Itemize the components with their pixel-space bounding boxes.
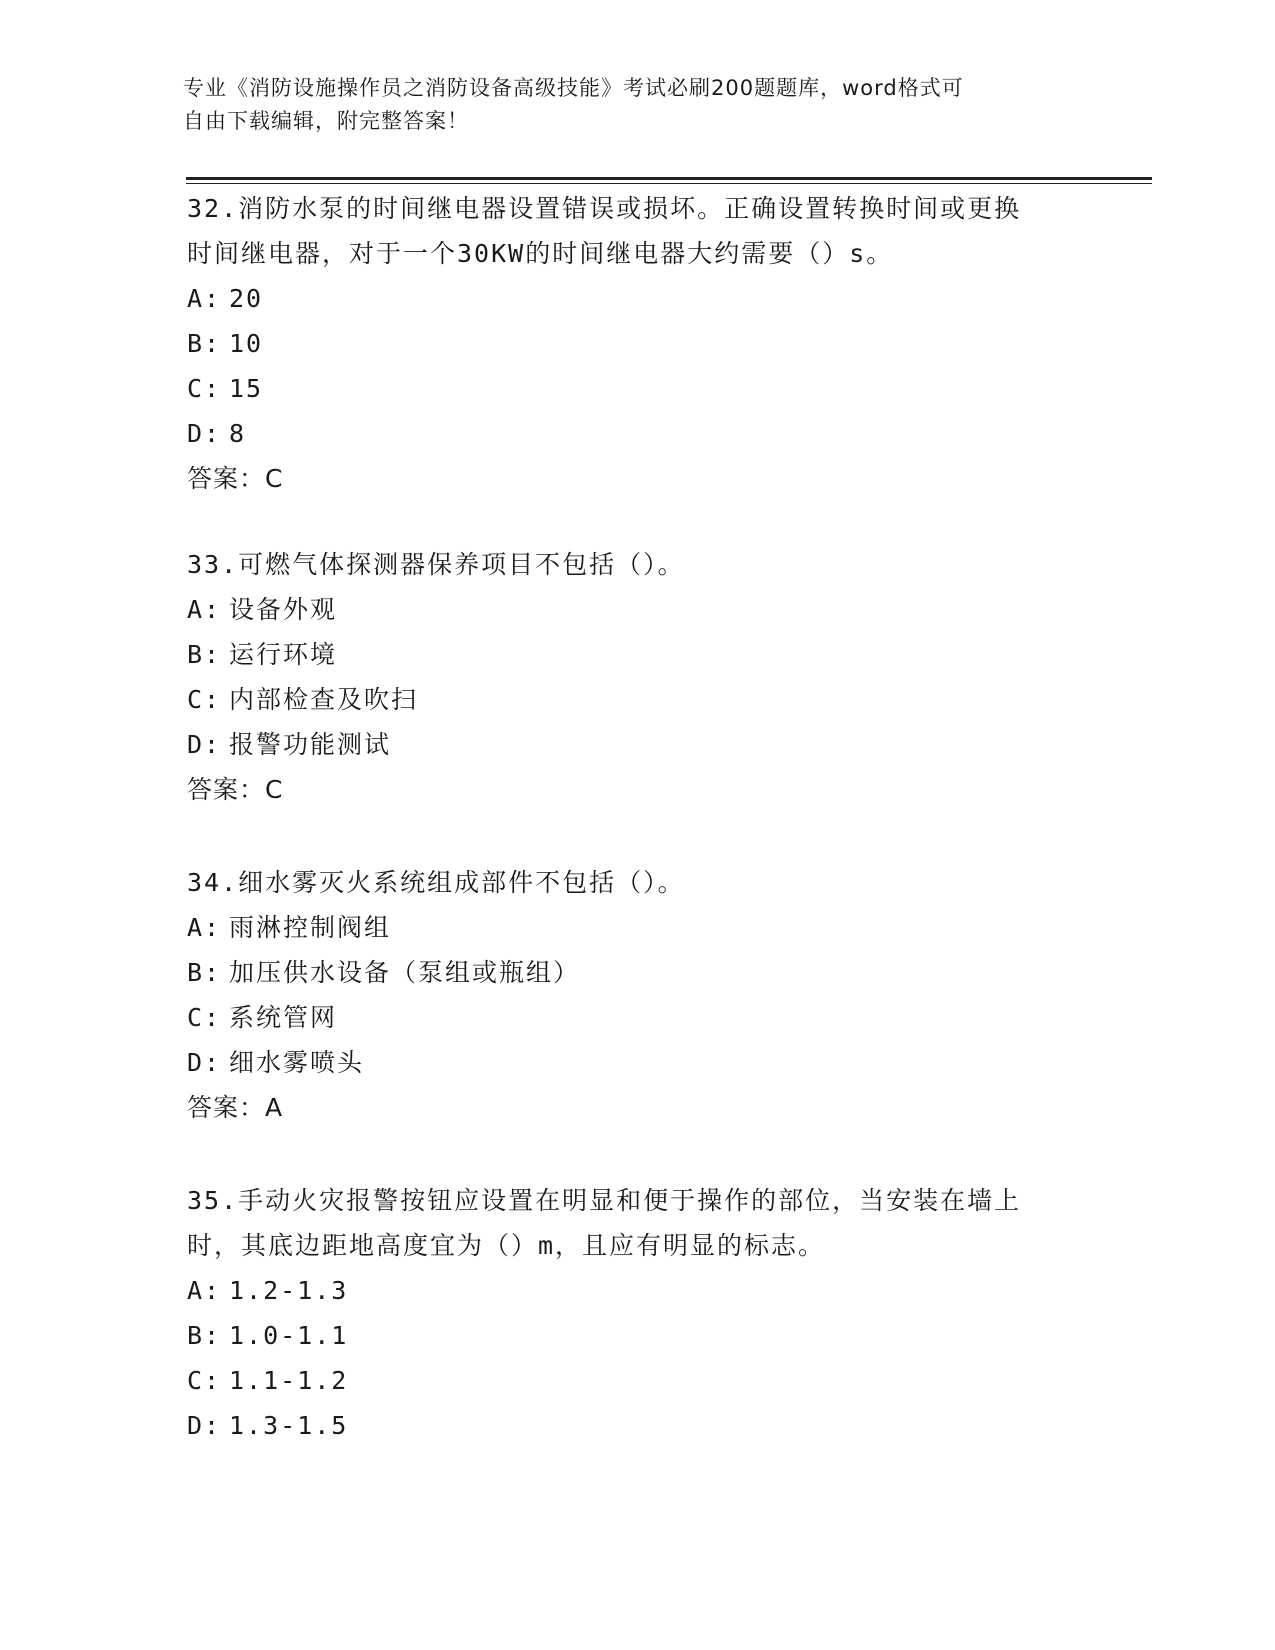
- option-key: B:: [187, 958, 222, 987]
- option-key: A:: [187, 284, 222, 313]
- question-stem-line: 34.细水雾灭火系统组成部件不包括（）。: [187, 868, 685, 897]
- option-c: [187, 1358, 1087, 1403]
- option-d: [187, 411, 1087, 456]
- question-stem-line: 35.手动火灾报警按钮应设置在明显和便于操作的部位，当安装在墙上: [187, 1186, 1022, 1215]
- option-key: C:: [187, 1366, 222, 1395]
- header-divider-thin: [186, 183, 1152, 184]
- option-d: [187, 1403, 1087, 1448]
- option-text: 10: [229, 329, 264, 358]
- option-key: C:: [187, 374, 222, 403]
- option-text: 运行环境: [229, 640, 338, 669]
- option-text: 系统管网: [229, 1003, 338, 1032]
- option-text: 1.1-1.2: [229, 1366, 349, 1395]
- option-key: A:: [187, 595, 222, 624]
- option-text: 细水雾喷头: [229, 1048, 365, 1077]
- option-text: 报警功能测试: [229, 730, 392, 759]
- question-stem-line: 32.消防水泵的时间继电器设置错误或损坏。正确设置转换时间或更换: [187, 194, 1022, 223]
- question-stem-line: 33.可燃气体探测器保养项目不包括（）。: [187, 550, 685, 579]
- option-key: B:: [187, 329, 222, 358]
- answer-line: 答案：C: [187, 775, 284, 804]
- option-key: D:: [187, 730, 222, 759]
- option-text: 加压供水设备（泵组或瓶组）: [229, 958, 581, 987]
- option-key: D:: [187, 1411, 222, 1440]
- question-34: [187, 860, 1087, 1130]
- answer-line: 答案：A: [187, 1093, 284, 1122]
- question-stem-line: 时间继电器，对于一个30KW的时间继电器大约需要（）s。: [187, 239, 894, 268]
- option-key: A:: [187, 1276, 222, 1305]
- option-c: [187, 677, 1087, 722]
- answer-line: 答案：C: [187, 464, 284, 493]
- option-text: 设备外观: [229, 595, 338, 624]
- option-key: C:: [187, 1003, 222, 1032]
- option-text: 1.3-1.5: [229, 1411, 349, 1440]
- header-line-1: 专业《消防设施操作员之消防设备高级技能》考试必刷200题题库，word格式可: [183, 76, 964, 100]
- question-33: [187, 542, 1087, 812]
- option-c: [187, 366, 1087, 411]
- document-header: [183, 72, 1063, 138]
- question-stem-line: 时，其底边距地高度宜为（）m，且应有明显的标志。: [187, 1231, 826, 1260]
- question-32: [187, 186, 1087, 501]
- option-key: B:: [187, 640, 222, 669]
- option-a: [187, 905, 1087, 950]
- option-a: [187, 587, 1087, 632]
- option-b: [187, 950, 1087, 995]
- option-text: 内部检查及吹扫: [229, 685, 419, 714]
- option-key: B:: [187, 1321, 222, 1350]
- header-line-2: 自由下载编辑，附完整答案！: [183, 109, 469, 133]
- option-text: 1.0-1.1: [229, 1321, 349, 1350]
- option-d: [187, 1040, 1087, 1085]
- option-key: D:: [187, 1048, 222, 1077]
- option-text: 20: [229, 284, 264, 313]
- option-a: [187, 276, 1087, 321]
- option-a: [187, 1268, 1087, 1313]
- option-b: [187, 1313, 1087, 1358]
- option-b: [187, 632, 1087, 677]
- option-text: 雨淋控制阀组: [229, 913, 392, 942]
- option-text: 15: [229, 374, 264, 403]
- option-key: C:: [187, 685, 222, 714]
- option-c: [187, 995, 1087, 1040]
- option-key: D:: [187, 419, 222, 448]
- header-divider-thick: [186, 177, 1152, 180]
- option-b: [187, 321, 1087, 366]
- question-35: [187, 1178, 1087, 1448]
- option-key: A:: [187, 913, 222, 942]
- option-text: 8: [229, 419, 247, 448]
- option-d: [187, 722, 1087, 767]
- option-text: 1.2-1.3: [229, 1276, 349, 1305]
